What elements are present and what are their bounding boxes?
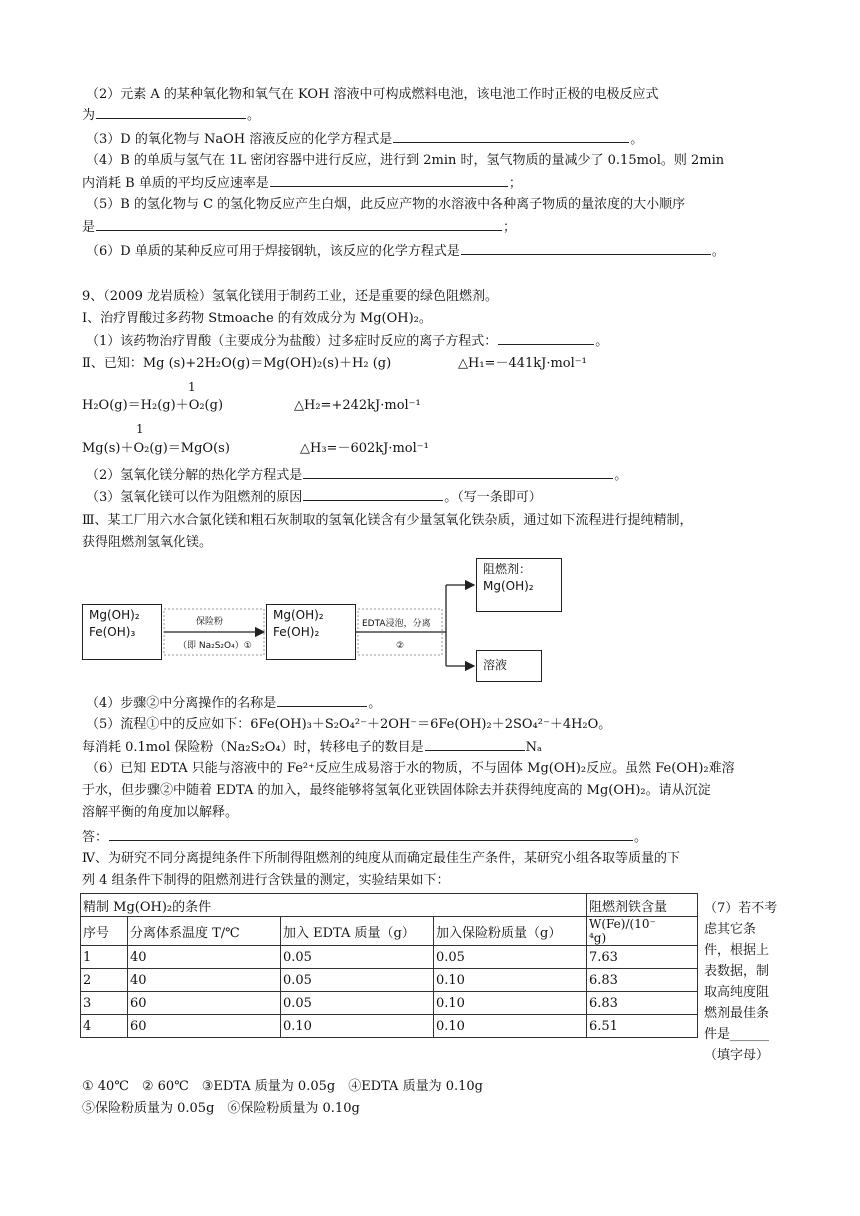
flow-box-start: Mg(OH)₂ Fe(OH)₃ (82, 604, 162, 660)
results-table (80, 893, 698, 1038)
table-cell: 40 (128, 946, 281, 969)
table-header-cell: 加入 EDTA 质量（g） (281, 917, 434, 946)
q8-part6: （6）D 单质的某种反应可用于焊接钢轨，该反应的化学方程式是 。 (86, 244, 725, 259)
equation-2: H₂O(g)＝H₂(g)＋O₂(g) (82, 398, 224, 413)
flow-box-product: 阻燃剂： Mg(OH)₂ (476, 558, 562, 612)
table-header-conditions: 精制 Mg(OH)₂的条件 (81, 894, 587, 917)
q9-section4-cont: 列 4 组条件下制得的阻燃剂进行含铁量的测定，实验结果如下： (82, 873, 450, 888)
answer-blank[interactable] (277, 694, 367, 707)
q8-part4-answer-line: 内消耗 B 单质的平均反应速率是 ； (82, 176, 522, 191)
table-cell: 6.83 (587, 992, 698, 1015)
q9-part6-cont: 于水，但步骤②中随着 EDTA 的加入，最终能够将氢氧化亚铁固体除去并获得纯度高的 Mg(OH)₂。请从沉淀 (82, 783, 711, 798)
table-row (81, 1015, 698, 1038)
table-subheader-row (81, 917, 698, 946)
arrow2-label-top: EDTA浸泡，分离 (362, 619, 431, 629)
table-cell: 0.05 (281, 946, 434, 969)
dh3: △H₃=－602kJ·mol⁻¹ (300, 441, 429, 456)
table-header-cell: 分离体系温度 T/℃ (128, 917, 281, 946)
q8-part5: （5）B 的氢化物与 C 的氢化物反应产生白烟，此反应产物的水溶液中各种离子物质的量浓度的大小顺序 (86, 197, 686, 212)
q9-part5: （5）流程①中的反应如下：6Fe(OH)₃＋S₂O₄²⁻＋2OH⁻＝6Fe(OH)₂＋2SO₄²⁻＋4H₂O。 (86, 717, 612, 732)
fraction-numerator: 1 (136, 422, 144, 436)
table-cell: 60 (128, 992, 281, 1015)
table-row (81, 992, 698, 1015)
fraction-numerator: 1 (188, 380, 196, 394)
table-cell: 6.83 (587, 969, 698, 992)
table-header-cell: W(Fe)/(10⁻ ⁴g) (587, 917, 698, 946)
q9-section4: Ⅳ、为研究不同分离提纯条件下所制得阻燃剂的纯度从而确定最佳生产条件，某研究小组各取等质量的下 (82, 851, 680, 866)
table-cell: 0.10 (281, 1015, 434, 1038)
q9-title: 9、（2009 龙岩质检）氢氧化镁用于制药工业，还是重要的绿色阻燃剂。 (82, 289, 498, 304)
table-row (81, 969, 698, 992)
q9-answer-line: 答： 。 (82, 830, 648, 845)
table-cell: 7.63 (587, 946, 698, 969)
answer-blank[interactable] (109, 828, 633, 841)
table-header-iron: 阻燃剂铁含量 (587, 894, 698, 917)
table-cell: 40 (128, 969, 281, 992)
table-cell: 6.51 (587, 1015, 698, 1038)
table-cell: 1 (81, 946, 128, 969)
table-cell: 0.10 (434, 969, 587, 992)
table-header-cell: 加入保险粉质量（g） (434, 917, 587, 946)
q9-part1: （1）该药物治疗胃酸（主要成分为盐酸）过多症时反应的离子方程式： 。 (86, 334, 609, 349)
q9-part5-cont: 每消耗 0.1mol 保险粉（Na₂S₂O₄）时，转移电子的数目是 Nₐ (82, 740, 542, 755)
flow-box-solution: 溶液 (476, 650, 542, 682)
arrow1-label-bottom: （即 Na₂S₂O₄）① (178, 641, 252, 651)
q9-section2: Ⅱ、已知：Mg (s)+2H₂O(g)＝Mg(OH)₂(s)＋H₂ (g) (82, 356, 392, 371)
equation-3: Mg(s)＋O₂(g)＝MgO(s) (82, 441, 230, 456)
table-cell: 4 (81, 1015, 128, 1038)
table-cell: 0.05 (281, 969, 434, 992)
table-cell: 0.05 (434, 946, 587, 969)
table-cell: 3 (81, 992, 128, 1015)
arrow1-label-top: 保险粉 (196, 617, 224, 627)
q9-part6-cont2: 溶解平衡的角度加以解释。 (82, 805, 239, 820)
q8-part4: （4）B 的单质与氢气在 1L 密闭容器中进行反应，进行到 2min 时，氢气物质的量减少了 0.15mol。则 2min (86, 153, 725, 168)
dh1: △H₁=－441kJ·mol⁻¹ (458, 356, 587, 371)
table-cell: 2 (81, 969, 128, 992)
q8-part5-answer-line: 是 ； (82, 220, 517, 235)
arrow2-label-bottom: ② (396, 641, 405, 651)
q9-part2: （2）氢氧化镁分解的热化学方程式是 。 (86, 468, 628, 483)
table-row (81, 946, 698, 969)
q8-part3: （3）D 的氧化物与 NaOH 溶液反应的化学方程式是 。 (86, 132, 644, 147)
flow-box-middle: Mg(OH)₂ Fe(OH)₂ (266, 604, 356, 660)
dh2: △H₂=+242kJ·mol⁻¹ (294, 398, 421, 413)
q9-part3: （3）氢氧化镁可以作为阻燃剂的原因 。（写一条即可） (86, 490, 542, 505)
options-line-2: ⑤保险粉质量为 0.05g ⑥保险粉质量为 0.10g (82, 1101, 360, 1116)
table-cell: 0.05 (281, 992, 434, 1015)
table-cell: 0.10 (434, 992, 587, 1015)
q9-section3-cont: 获得阻燃剂氢氧化镁。 (82, 535, 213, 550)
q9-section1: Ⅰ、治疗胃酸过多药物 Stmoache 的有效成分为 Mg(OH)₂。 (82, 311, 432, 326)
q9-part7: （7）若不考 虑其它条 件，根据上 表数据，制 取高纯度阻 燃剂最佳条 件是______ （填字母） (704, 901, 778, 1063)
answer-blank[interactable] (425, 738, 525, 751)
options-line-1: ① 40℃ ② 60℃ ③EDTA 质量为 0.05g ④EDTA 质量为 0.10g (82, 1079, 483, 1094)
q9-part6: （6）已知 EDTA 只能与溶液中的 Fe²⁺反应生成易溶于水的物质，不与固体 Mg(OH)₂反应。虽然 Fe(OH)₂难溶 (86, 761, 735, 776)
table-header-row (81, 894, 698, 917)
table-cell: 0.10 (434, 1015, 587, 1038)
q8-part2: （2）元素 A 的某种氧化物和氧气在 KOH 溶液中可构成燃料电池，该电池工作时正极的电极反应式 (86, 87, 659, 102)
q8-part2-answer-line: 为 。 (82, 108, 261, 123)
q9-part4: （4）步骤②中分离操作的名称是 。 (86, 696, 382, 711)
table-cell: 60 (128, 1015, 281, 1038)
q9-section3: Ⅲ、某工厂用六水合氯化镁和粗石灰制取的氢氧化镁含有少量氢氧化铁杂质，通过如下流程进行提纯精制， (82, 513, 693, 528)
table-header-cell: 序号 (81, 917, 128, 946)
